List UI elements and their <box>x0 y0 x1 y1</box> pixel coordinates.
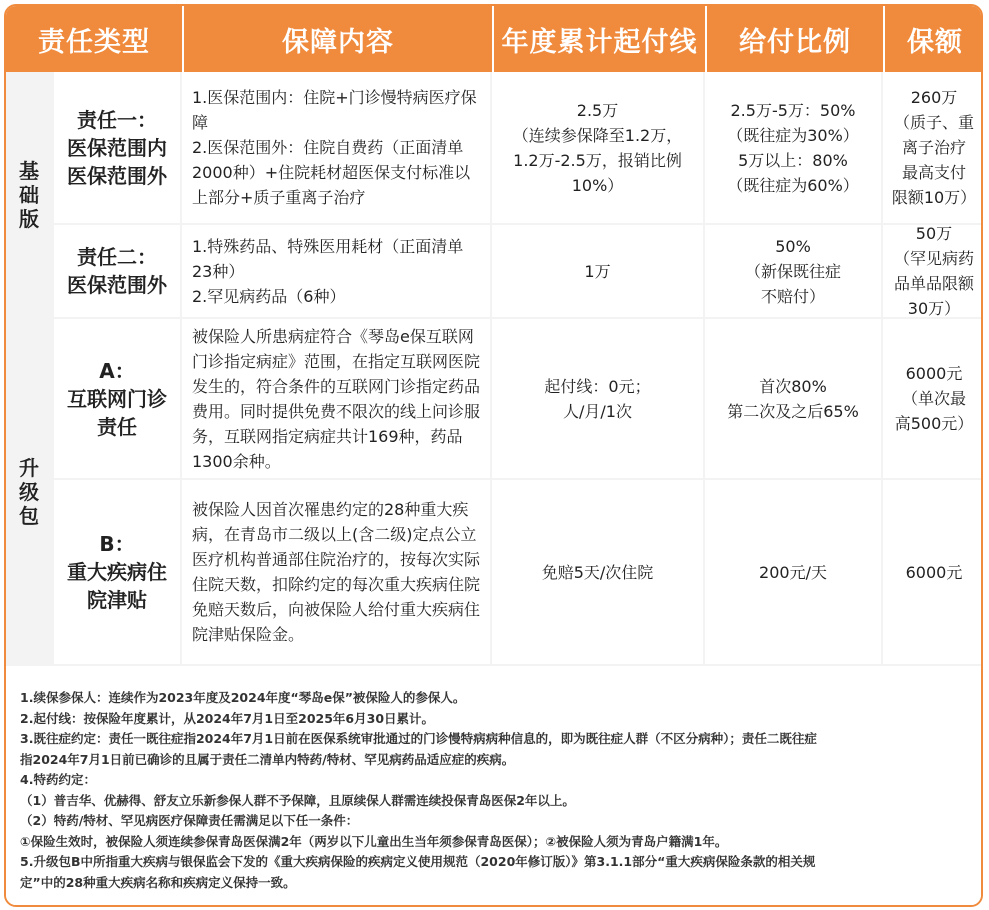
header-liability-type: 责任类型 <box>38 26 150 58</box>
row-1-coverage-amount: 260万 （质子、重 离子治疗 最高支付 限额10万） <box>883 72 983 223</box>
group-label-basic: 基础版 <box>6 72 52 317</box>
row-1-liability-name: 责任一： 医保范围内 医保范围外 <box>54 72 180 223</box>
table-header <box>6 6 983 72</box>
row-2-payout-ratio: 50% （新保既往症 不赔付） <box>705 225 881 317</box>
footnote-line: （2）特药/特材、罕见病医疗保障责任需满足以下任一条件： <box>20 813 359 828</box>
row-3-coverage-amount: 6000元 （单次最 高500元） <box>883 319 983 478</box>
row-3-payout-ratio: 首次80% 第二次及之后65% <box>705 319 881 478</box>
header-annual-deductible: 年度累计起付线 <box>492 6 705 72</box>
row-2-coverage-content: 1.特殊药品、特殊医用耗材（正面清单23种） 2.罕见病药品（6种） <box>182 225 490 317</box>
row-4-coverage-content: 被保险人因首次罹患约定的28种重大疾病，在青岛市二级以上(含二级)定点公立医疗机构普通部住院治疗的，按每次实际住院天数，扣除约定的每次重大疾病住院免赔天数后，向被保险人给付重大疾病住院津贴保险金。 <box>182 480 490 664</box>
group-label-upgrade: 升级包 <box>6 319 52 664</box>
header-coverage-content: 保障内容 <box>182 6 492 72</box>
footnote-line: 指2024年7月1日前已确诊的且属于责任二清单内特药/特材、罕见病药品适应症的疾病。 <box>20 751 515 767</box>
row-4-coverage-amount: 6000元 <box>883 480 983 664</box>
footnote-line: ①保险生效时，被保险人须连续参保青岛医保满2年（两岁以下儿童出生当年须参保青岛医保）；②被保险人须为青岛户籍满1年。 <box>20 833 728 849</box>
footnotes <box>6 666 983 907</box>
footnote-line: 5.升级包B中所指重大疾病与银保监会下发的《重大疾病保险的疾病定义使用规范（2020年修订版）》第3.1.1部分“重大疾病保险条款的相关规 <box>20 854 816 869</box>
row-1-coverage-content: 1.医保范围内：住院+门诊慢特病医疗保障 2.医保范围外：住院自费药（正面清单2000种）+住院耗材超医保支付标准以上部分+质子重离子治疗 <box>182 72 490 223</box>
footnote-line: 4.特药约定： <box>20 772 96 787</box>
footnote-line: 1.续保参保人：连续作为2023年度及2024年度“琴岛e保”被保险人的参保人。 <box>20 690 466 705</box>
row-3-deductible: 起付线：0元； 人/月/1次 <box>492 319 703 478</box>
header-payout-ratio: 给付比例 <box>705 6 883 72</box>
header-coverage-amount: 保额 <box>883 6 983 72</box>
row-3-coverage-content: 被保险人所患病症符合《琴岛e保互联网门诊指定病症》范围，在指定互联网医院发生的，符合条件的互联网门诊指定药品费用。同时提供免费不限次的线上问诊服务，互联网指定病症共计169种，药品1300余种。 <box>182 319 490 478</box>
footnote-line: （1）普吉华、优赫得、舒友立乐新参保人群不予保障，且原续保人群需连续投保青岛医保2年以上。 <box>20 792 575 808</box>
row-2-deductible: 1万 <box>492 225 703 317</box>
row-3-liability-name: A： 互联网门诊 责任 <box>54 319 180 478</box>
row-1-payout-ratio: 2.5万-5万：50% （既往症为30%） 5万以上：80% （既往症为60%） <box>705 72 881 223</box>
footnote-line: 3.既往症约定：责任一既往症指2024年7月1日前在医保系统审批通过的门诊慢特病病种信息的，即为既往症人群（不区分病种）；责任二既往症 <box>20 731 817 746</box>
row-4-liability-name: B： 重大疾病住 院津贴 <box>54 480 180 664</box>
footnote-line: 2.起付线：按保险年度累计，从2024年7月1日至2025年6月30日累计。 <box>20 710 435 726</box>
row-2-coverage-amount: 50万 （罕见病药 品单品限额 30万） <box>883 225 983 317</box>
row-4-deductible: 免赔5天/次住院 <box>492 480 703 664</box>
row-1-deductible: 2.5万 （连续参保降至1.2万， 1.2万-2.5万，报销比例 10%） <box>492 72 703 223</box>
coverage-table <box>4 4 983 907</box>
row-2-liability-name: 责任二： 医保范围外 <box>54 225 180 317</box>
footnote-line: 定”中的28种重大疾病名称和疾病定义保持一致。 <box>20 874 296 890</box>
row-4-payout-ratio: 200元/天 <box>705 480 881 664</box>
